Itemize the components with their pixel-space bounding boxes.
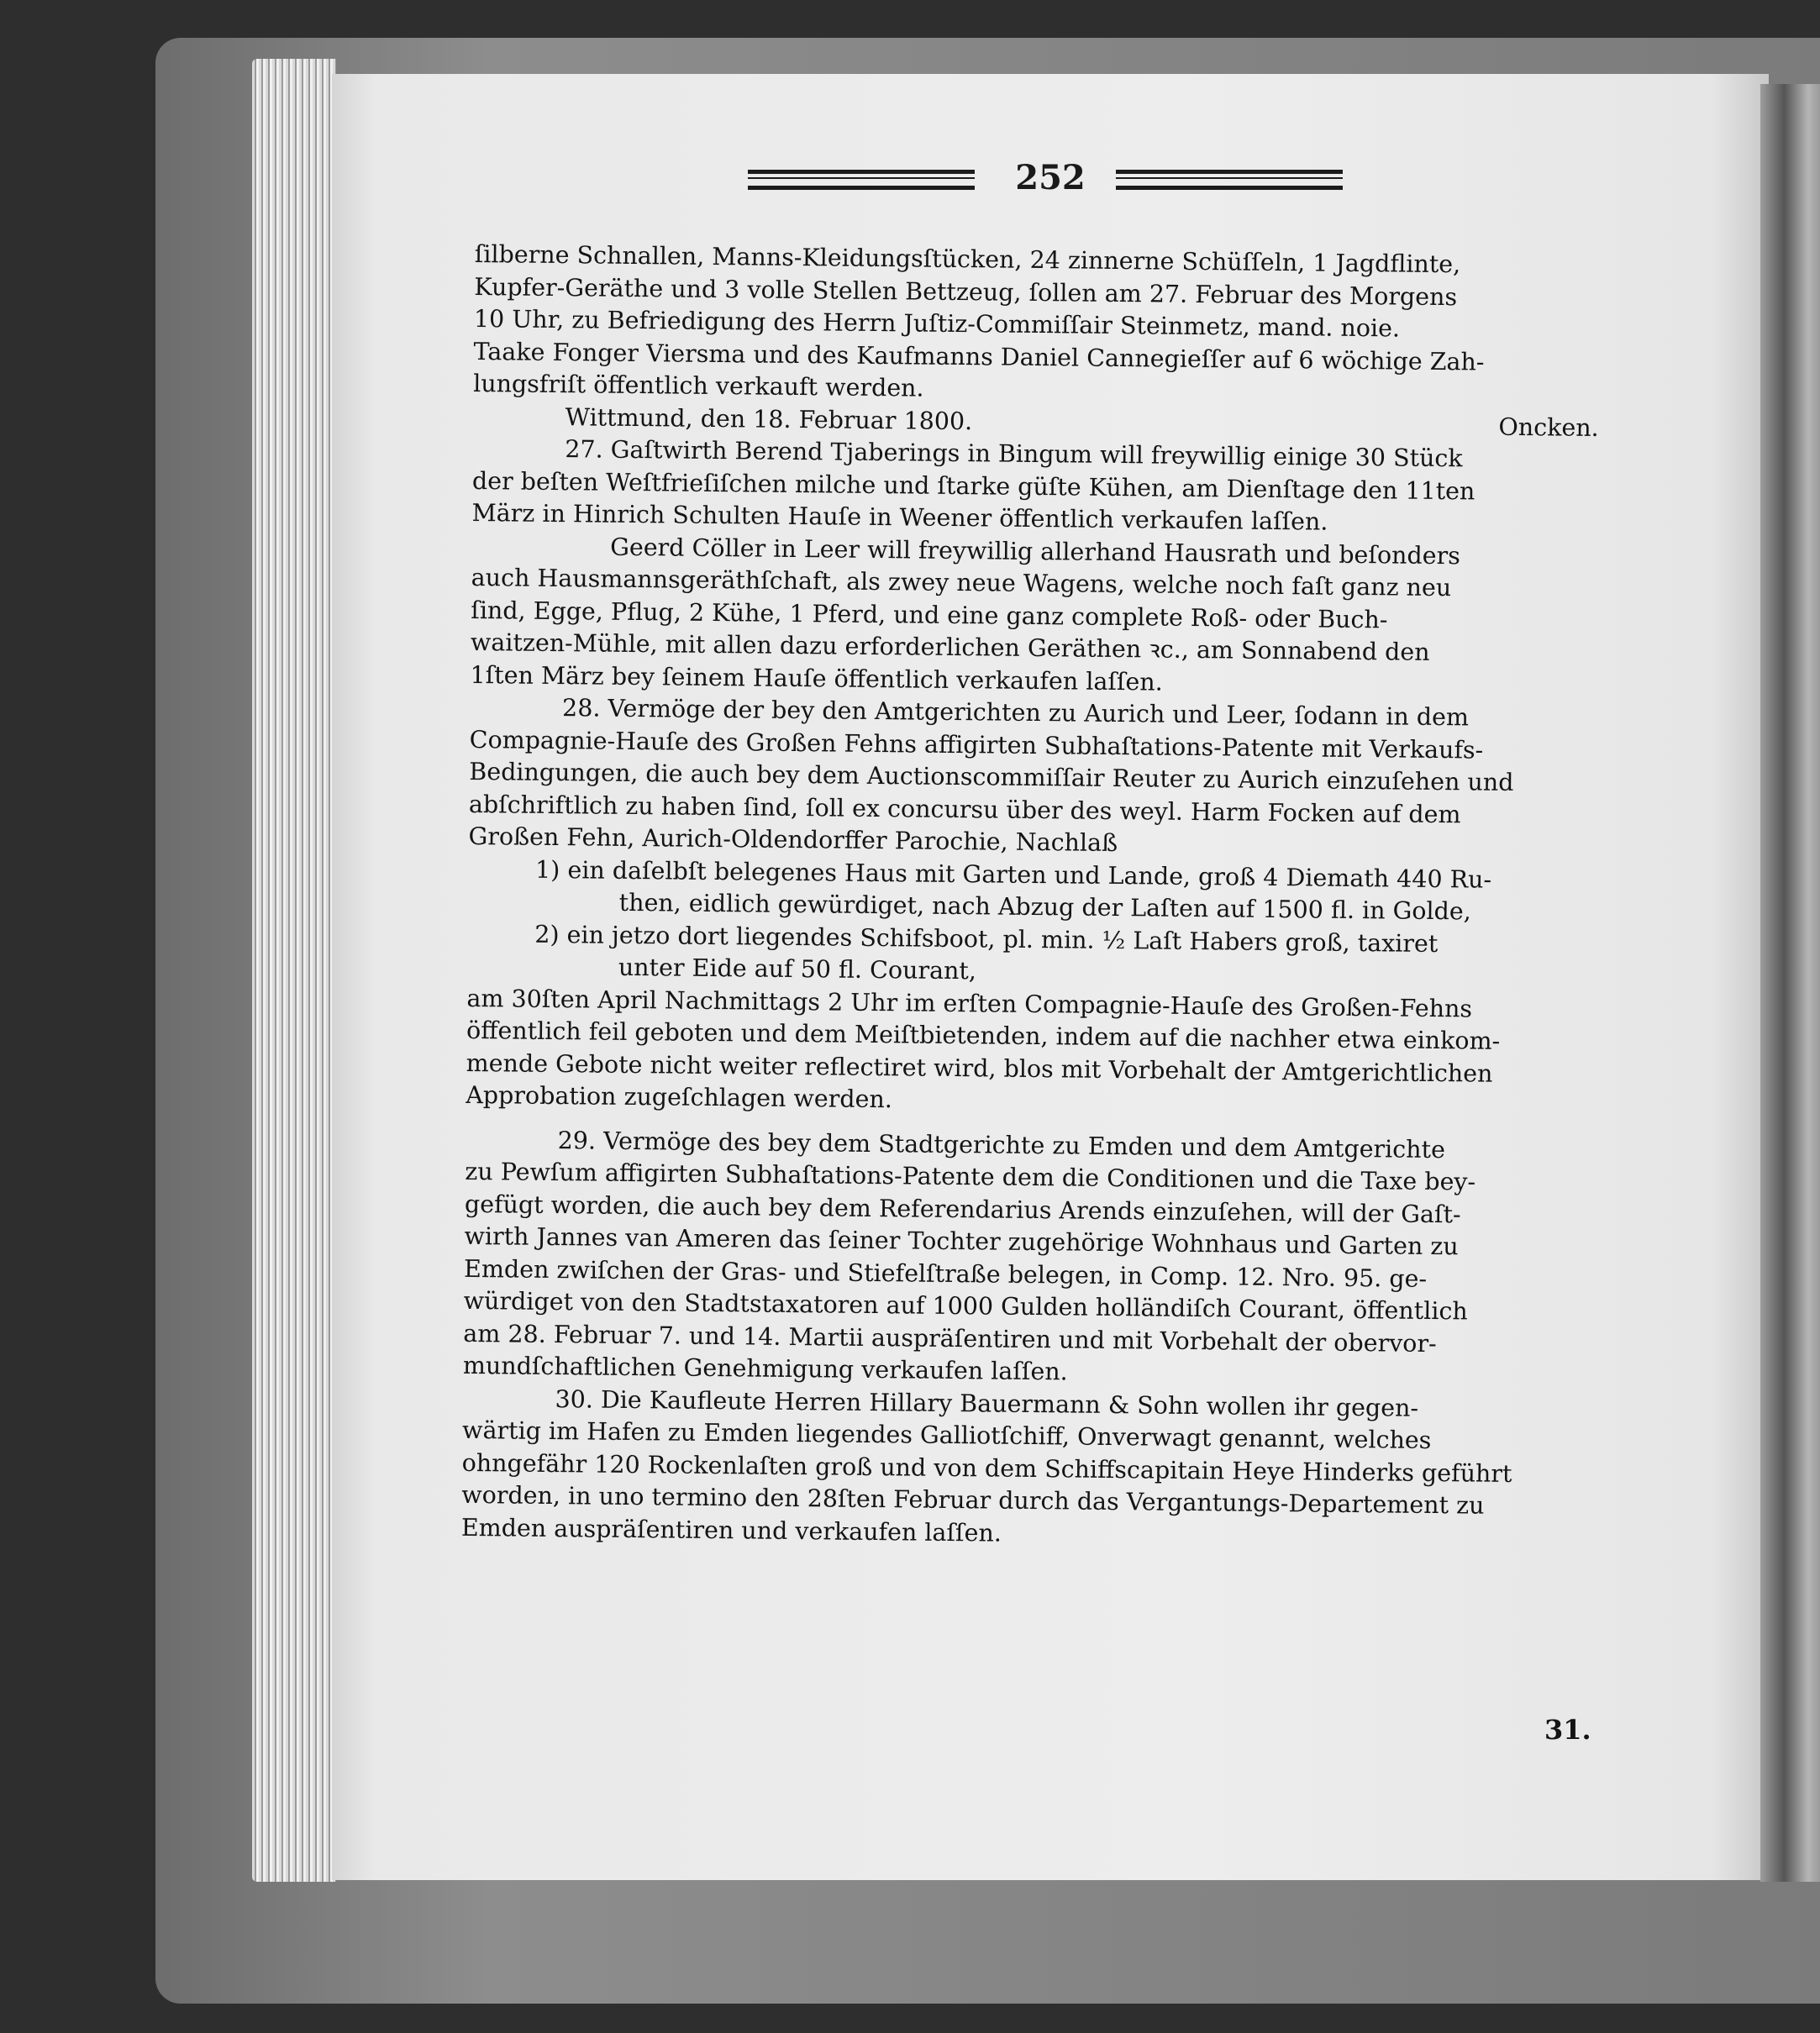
item-27b-heading: Geerd Cöller in Leer will freywillig allerhand Hausrath und beſonders [609, 533, 1461, 570]
text-line: 10 Uhr, zu Befriedigung des Herrn Juſtiz-Commiſſair Steinmetz, mand. noie. [473, 304, 1401, 343]
text-line: würdiget von den Stadtstaxatoren auf 1000 Gulden holländiſch Courant, öffentlich [463, 1286, 1468, 1326]
list-item-continuation: then, eidlich gewürdiget, nach Abzug der Laſten auf 1500 fl. in Golde, [618, 888, 1471, 926]
page-body [461, 239, 1634, 1556]
header-rule-left [748, 170, 975, 190]
text-line: mende Gebote nicht weiter reflectiret wird, blos mit Vorbehalt der Amtgerichtlichen [466, 1048, 1493, 1088]
signature-name: Oncken. [1498, 412, 1599, 442]
text-line: März in Hinrich Schulten Hauſe in Weener öffentlich verkaufen laſſen. [471, 498, 1328, 536]
text-line: auch Hausmannsgeräthſchaft, als zwey neue Wagens, welche noch faſt ganz neu [471, 563, 1452, 602]
text-line: wärtig im Hafen zu Emden liegendes Galliotſchiff, Onverwagt genannt, welches [461, 1416, 1432, 1454]
text-line: gefügt worden, die auch bey dem Referendarius Arends einzuſehen, will der Gaſt- [464, 1190, 1461, 1228]
list-item: 2) ein jetzo dort liegendes Schifsboot, pl. min. ½ Laſt Habers groß, taxiret [534, 920, 1439, 958]
text-line: Emden zwiſchen der Gras- und Stiefelſtraße belegen, in Comp. 12. Nro. 95. ge- [463, 1254, 1428, 1293]
text-line: Emden auspräſentiren und verkaufen laſſen. [460, 1513, 1002, 1547]
text-line: ſilberne Schnallen, Manns-Kleidungsſtücken, 24 zinnerne Schüſſeln, 1 Jagdflinte, [474, 239, 1461, 279]
text-line: 1ſten März bey ſeinem Hauſe öffentlich verkaufen laſſen. [470, 660, 1163, 696]
text-line: waitzen-Mühle, mit allen dazu erforderlichen Geräthen ꝛc., am Sonnabend den [470, 628, 1430, 666]
item-28-heading: 28. Vermöge der bey den Amtgerichten zu Aurich und Leer, ſodann in dem [561, 694, 1470, 732]
item-27-heading: 27. Gaſtwirth Berend Tjaberings in Bingum will freywillig einige 30 Stück [565, 435, 1463, 473]
signature-place-date: Wittmund, den 18. Februar 1800. [565, 402, 973, 435]
text-line: Compagnie-Hauſe des Großen Fehns affigirten Subhaſtations-Patente mit Verkaufs- [469, 725, 1484, 764]
page-header [748, 151, 1336, 210]
text-line: Bedingungen, die auch bey dem Auctionscommiſſair Reuter zu Aurich einzuſehen und [469, 757, 1514, 796]
text-line: Taake Fonger Viersma und des Kaufmanns Daniel Cannegieſſer auf 6 wöchige Zah- [473, 337, 1485, 376]
text-line: am 28. Februar 7. und 14. Martii auspräſentiren und mit Vorbehalt der obervor- [463, 1319, 1437, 1358]
text-line: zu Pewſum affigirten Subhaſtations-Patente dem die Conditionen und die Taxe bey- [465, 1157, 1476, 1196]
item-29-heading: 29. Vermöge des bey dem Stadtgerichte zu Emden und dem Amtgerichte [557, 1126, 1446, 1164]
text-line: Approbation zugeſchlagen werden. [466, 1080, 893, 1114]
list-item: 1) ein daſelbſt belegenes Haus mit Garten und Lande, groß 4 Diemath 440 Ru- [534, 855, 1492, 894]
catchword: 31. [1544, 1714, 1591, 1746]
text-line: wirth Jannes van Ameren das ſeiner Tochter zugehörige Wohnhaus und Garten zu [464, 1221, 1459, 1261]
text-line: abſchriftlich zu haben ſind, ſoll ex concursu über des weyl. Harm Focken auf dem [468, 790, 1461, 828]
page-number: 252 [1015, 158, 1086, 197]
text-line: lungsfriſt öffentlich verkauft werden. [473, 369, 924, 402]
text-line: der beſten Weſtfrieſiſchen milche und ſtarke güſte Kühen, am Dienſtage den 11ten [471, 466, 1475, 505]
text-line: Kupfer-Geräthe und 3 volle Stellen Bettzeug, ſollen am 27. Februar des Morgens [474, 272, 1458, 311]
book-gutter [1760, 84, 1820, 1882]
item-30-heading: 30. Die Kaufleute Herren Hillary Bauermann & Sohn wollen ihr gegen- [555, 1384, 1419, 1422]
header-rule-right [1116, 170, 1343, 190]
text-line: worden, in uno termino den 28ſten Februar durch das Vergantungs-Departement zu [461, 1480, 1485, 1520]
text-line: am 30ſten April Nachmittags 2 Uhr im erſten Compagnie-Hauſe des Großen-Fehns [466, 984, 1473, 1022]
text-line: ſind, Egge, Pflug, 2 Kühe, 1 Pferd, und eine ganz complete Roß- oder Buch- [471, 596, 1388, 633]
text-line: Großen Fehn, Aurich-Oldendorffer Parochie, Nachlaß [468, 822, 1118, 858]
text-line: ohngefähr 120 Rockenlaſten groß und von dem Schiffscapitain Heye Hinderks geführt [461, 1448, 1512, 1488]
list-item-continuation: unter Eide auf 50 fl. Courant, [618, 953, 977, 985]
text-line: mundſchaftlichen Genehmigung verkaufen laſſen. [462, 1351, 1068, 1386]
text-line: öffentlich feil geboten und dem Meiſtbietenden, indem auf die nachher etwa einkom- [466, 1016, 1501, 1055]
page-edges [252, 59, 336, 1882]
